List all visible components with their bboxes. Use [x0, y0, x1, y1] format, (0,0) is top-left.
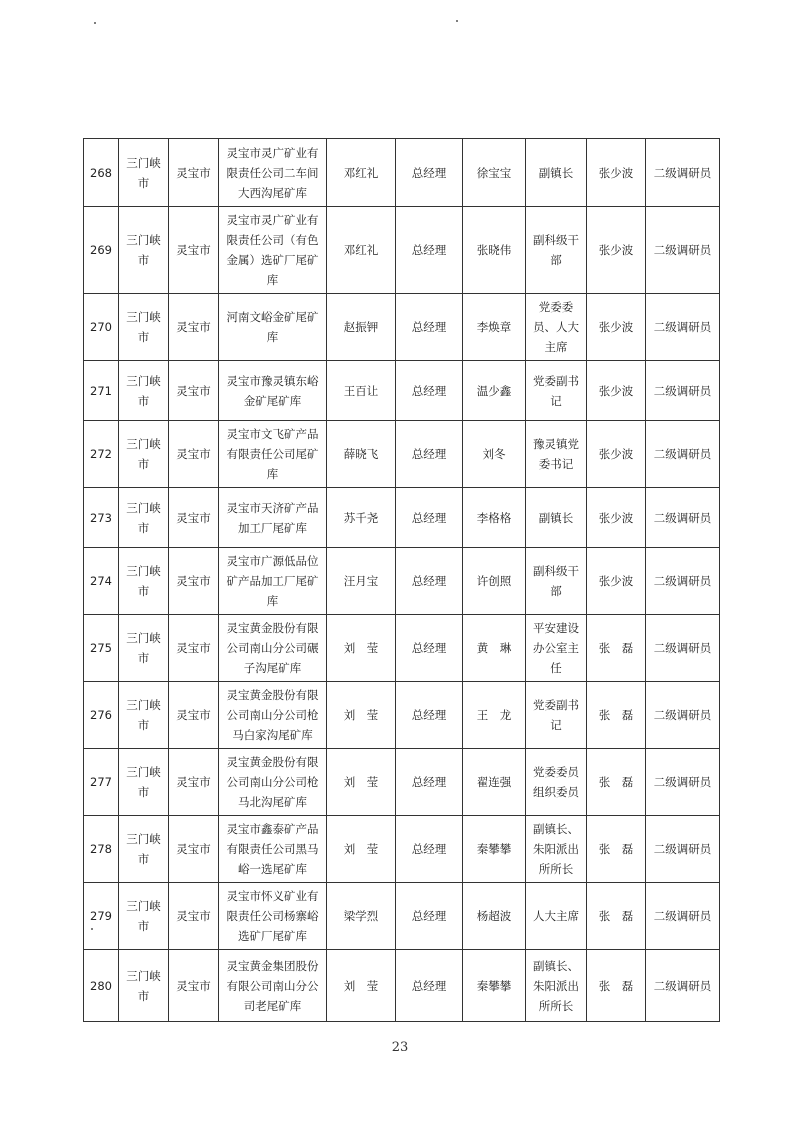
official-name-cell: 秦攀攀 — [463, 816, 526, 883]
owner-name-cell: 刘 莹 — [327, 682, 396, 749]
table-row — [84, 139, 720, 207]
owner-title-cell: 总经理 — [396, 883, 463, 950]
supervisor-title-cell: 二级调研员 — [646, 749, 720, 816]
table-row — [84, 207, 720, 294]
table-row — [84, 950, 720, 1022]
official-title-cell: 党委委员组织委员 — [526, 749, 587, 816]
county-cell: 灵宝市 — [169, 294, 219, 361]
city-cell: 三门峡市 — [119, 950, 169, 1022]
table-row — [84, 294, 720, 361]
county-cell: 灵宝市 — [169, 548, 219, 615]
official-name-cell: 许创照 — [463, 548, 526, 615]
official-title-cell: 副镇长、朱阳派出所所长 — [526, 950, 587, 1022]
official-title-cell: 副镇长、朱阳派出所所长 — [526, 816, 587, 883]
scan-speck — [94, 22, 96, 24]
owner-title-cell: 总经理 — [396, 421, 463, 488]
official-name-cell: 王 龙 — [463, 682, 526, 749]
official-title-cell: 人大主席 — [526, 883, 587, 950]
row-number-cell: 269 — [84, 207, 119, 294]
tailings-dam-cell: 灵宝黄金股份有限公司南山分公司枪马白家沟尾矿库 — [219, 682, 327, 749]
city-cell: 三门峡市 — [119, 207, 169, 294]
owner-title-cell: 总经理 — [396, 615, 463, 682]
county-cell: 灵宝市 — [169, 883, 219, 950]
owner-name-cell: 赵振钾 — [327, 294, 396, 361]
official-name-cell: 翟连强 — [463, 749, 526, 816]
official-name-cell: 徐宝宝 — [463, 139, 526, 207]
tailings-dam-cell: 灵宝市灵广矿业有限责任公司二车间大西沟尾矿库 — [219, 139, 327, 207]
county-cell: 灵宝市 — [169, 488, 219, 548]
owner-name-cell: 刘 莹 — [327, 615, 396, 682]
county-cell: 灵宝市 — [169, 361, 219, 421]
tailings-dam-cell: 灵宝市广源低品位矿产品加工厂尾矿库 — [219, 548, 327, 615]
supervisor-title-cell: 二级调研员 — [646, 883, 720, 950]
supervisor-name-cell: 张少波 — [587, 548, 646, 615]
official-name-cell: 温少鑫 — [463, 361, 526, 421]
supervisor-title-cell: 二级调研员 — [646, 816, 720, 883]
table-row — [84, 615, 720, 682]
city-cell: 三门峡市 — [119, 749, 169, 816]
official-title-cell: 副科级干部 — [526, 548, 587, 615]
official-title-cell: 党委副书记 — [526, 361, 587, 421]
supervisor-title-cell: 二级调研员 — [646, 294, 720, 361]
owner-title-cell: 总经理 — [396, 749, 463, 816]
owner-name-cell: 薛晓飞 — [327, 421, 396, 488]
county-cell: 灵宝市 — [169, 421, 219, 488]
row-number-cell: 278 — [84, 816, 119, 883]
official-name-cell: 黄 琳 — [463, 615, 526, 682]
owner-title-cell: 总经理 — [396, 682, 463, 749]
table-row — [84, 682, 720, 749]
table-row — [84, 488, 720, 548]
table-row — [84, 548, 720, 615]
owner-title-cell: 总经理 — [396, 548, 463, 615]
owner-name-cell: 邓红礼 — [327, 139, 396, 207]
city-cell: 三门峡市 — [119, 682, 169, 749]
supervisor-title-cell: 二级调研员 — [646, 950, 720, 1022]
official-title-cell: 副科级干部 — [526, 207, 587, 294]
official-title-cell: 副镇长 — [526, 488, 587, 548]
city-cell: 三门峡市 — [119, 421, 169, 488]
official-name-cell: 刘冬 — [463, 421, 526, 488]
tailings-dam-cell: 河南文峪金矿尾矿库 — [219, 294, 327, 361]
owner-title-cell: 总经理 — [396, 207, 463, 294]
scan-speck — [456, 20, 458, 22]
supervisor-name-cell: 张少波 — [587, 294, 646, 361]
row-number-cell: 276 — [84, 682, 119, 749]
row-number-cell: 273 — [84, 488, 119, 548]
supervisor-title-cell: 二级调研员 — [646, 682, 720, 749]
supervisor-name-cell: 张 磊 — [587, 950, 646, 1022]
official-title-cell: 平安建设办公室主任 — [526, 615, 587, 682]
owner-name-cell: 苏千尧 — [327, 488, 396, 548]
official-title-cell: 豫灵镇党委书记 — [526, 421, 587, 488]
official-title-cell: 党委委员、人大主席 — [526, 294, 587, 361]
official-title-cell: 党委副书记 — [526, 682, 587, 749]
row-number-cell: 275 — [84, 615, 119, 682]
supervisor-name-cell: 张 磊 — [587, 682, 646, 749]
row-number-cell: 277 — [84, 749, 119, 816]
table-row — [84, 749, 720, 816]
official-name-cell: 张晓伟 — [463, 207, 526, 294]
owner-title-cell: 总经理 — [396, 139, 463, 207]
tailings-dam-cell: 灵宝市天济矿产品加工厂尾矿库 — [219, 488, 327, 548]
tailings-dam-cell: 灵宝黄金集团股份有限公司南山分公司老尾矿库 — [219, 950, 327, 1022]
county-cell: 灵宝市 — [169, 682, 219, 749]
county-cell: 灵宝市 — [169, 139, 219, 207]
supervisor-name-cell: 张 磊 — [587, 749, 646, 816]
city-cell: 三门峡市 — [119, 816, 169, 883]
tailings-dam-cell: 灵宝市文飞矿产品有限责任公司尾矿库 — [219, 421, 327, 488]
official-name-cell: 李格格 — [463, 488, 526, 548]
city-cell: 三门峡市 — [119, 294, 169, 361]
owner-name-cell: 汪月宝 — [327, 548, 396, 615]
supervisor-name-cell: 张少波 — [587, 488, 646, 548]
owner-title-cell: 总经理 — [396, 488, 463, 548]
supervisor-name-cell: 张 磊 — [587, 615, 646, 682]
supervisor-title-cell: 二级调研员 — [646, 207, 720, 294]
row-number-cell: 268 — [84, 139, 119, 207]
table-row — [84, 816, 720, 883]
supervisor-title-cell: 二级调研员 — [646, 488, 720, 548]
official-name-cell: 秦攀攀 — [463, 950, 526, 1022]
row-number-cell: 270 — [84, 294, 119, 361]
supervisor-title-cell: 二级调研员 — [646, 548, 720, 615]
row-number-cell: 271 — [84, 361, 119, 421]
owner-name-cell: 刘 莹 — [327, 950, 396, 1022]
table-row — [84, 883, 720, 950]
owner-title-cell: 总经理 — [396, 294, 463, 361]
row-number-cell: 280 — [84, 950, 119, 1022]
table-row — [84, 421, 720, 488]
owner-title-cell: 总经理 — [396, 361, 463, 421]
county-cell: 灵宝市 — [169, 207, 219, 294]
supervisor-title-cell: 二级调研员 — [646, 615, 720, 682]
owner-name-cell: 王百让 — [327, 361, 396, 421]
city-cell: 三门峡市 — [119, 615, 169, 682]
tailings-dam-cell: 灵宝黄金股份有限公司南山分公司碾子沟尾矿库 — [219, 615, 327, 682]
tailings-dam-cell: 灵宝市灵广矿业有限责任公司（有色金属）选矿厂尾矿库 — [219, 207, 327, 294]
page-number: 23 — [391, 1040, 409, 1055]
supervisor-name-cell: 张少波 — [587, 139, 646, 207]
supervisor-name-cell: 张少波 — [587, 207, 646, 294]
supervisor-title-cell: 二级调研员 — [646, 361, 720, 421]
county-cell: 灵宝市 — [169, 950, 219, 1022]
county-cell: 灵宝市 — [169, 615, 219, 682]
row-number-cell: 272 — [84, 421, 119, 488]
city-cell: 三门峡市 — [119, 548, 169, 615]
tailings-dam-responsibility-table — [83, 138, 720, 1022]
city-cell: 三门峡市 — [119, 139, 169, 207]
supervisor-name-cell: 张少波 — [587, 361, 646, 421]
row-number-cell: 279 — [84, 883, 119, 950]
official-title-cell: 副镇长 — [526, 139, 587, 207]
supervisor-name-cell: 张少波 — [587, 421, 646, 488]
supervisor-title-cell: 二级调研员 — [646, 421, 720, 488]
tailings-dam-cell: 灵宝市豫灵镇东峪金矿尾矿库 — [219, 361, 327, 421]
tailings-dam-cell: 灵宝黄金股份有限公司南山分公司枪马北沟尾矿库 — [219, 749, 327, 816]
county-cell: 灵宝市 — [169, 749, 219, 816]
tailings-dam-cell: 灵宝市怀义矿业有限责任公司杨寨峪选矿厂尾矿库 — [219, 883, 327, 950]
owner-name-cell: 梁学烈 — [327, 883, 396, 950]
supervisor-title-cell: 二级调研员 — [646, 139, 720, 207]
owner-name-cell: 邓红礼 — [327, 207, 396, 294]
city-cell: 三门峡市 — [119, 488, 169, 548]
official-name-cell: 杨超波 — [463, 883, 526, 950]
city-cell: 三门峡市 — [119, 883, 169, 950]
table-row — [84, 361, 720, 421]
county-cell: 灵宝市 — [169, 816, 219, 883]
tailings-dam-cell: 灵宝市鑫泰矿产品有限责任公司黑马峪一选尾矿库 — [219, 816, 327, 883]
owner-name-cell: 刘 莹 — [327, 816, 396, 883]
owner-title-cell: 总经理 — [396, 816, 463, 883]
city-cell: 三门峡市 — [119, 361, 169, 421]
row-number-cell: 274 — [84, 548, 119, 615]
owner-title-cell: 总经理 — [396, 950, 463, 1022]
official-name-cell: 李焕章 — [463, 294, 526, 361]
supervisor-name-cell: 张 磊 — [587, 883, 646, 950]
supervisor-name-cell: 张 磊 — [587, 816, 646, 883]
owner-name-cell: 刘 莹 — [327, 749, 396, 816]
